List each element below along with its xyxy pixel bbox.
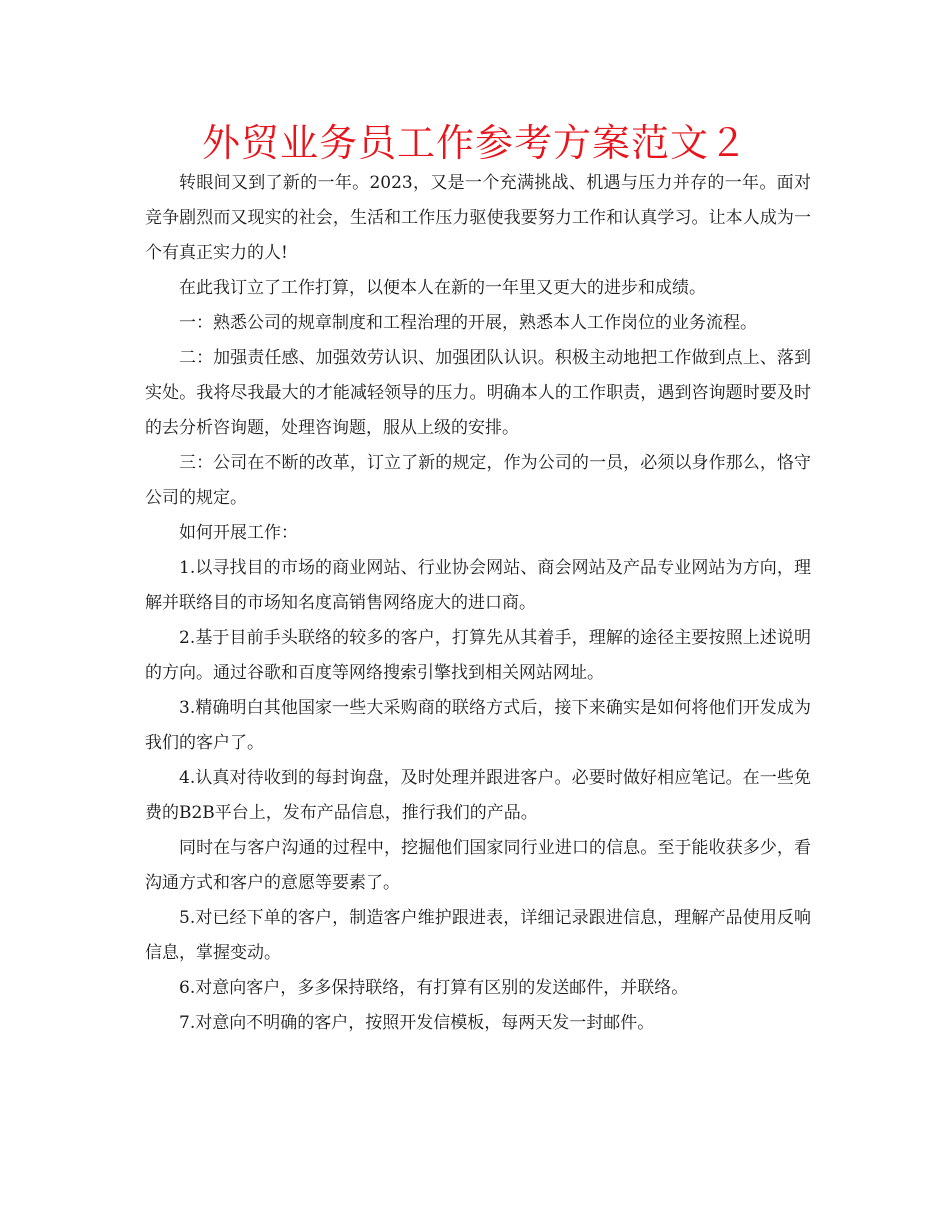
paragraph-intro: 转眼间又到了新的一年。2023，又是一个充满挑战、机遇与压力并存的一年。面对竞争剧烈而又现实的社会，生活和工作压力驱使我要努力工作和认真学习。让本人成为一个有真正实力的人!: [145, 173, 811, 263]
paragraph-communication: 同时在与客户沟通的过程中，挖掘他们国家同行业进口的信息。至于能收获多少，看沟通方式和客户的意愿等要素了。: [145, 838, 811, 893]
document-title: 外贸业务员工作参考方案范文２: [201, 121, 748, 165]
paragraph-item-5: 5.对已经下单的客户，制造客户维护跟进表，详细记录跟进信息，理解产品使用反响信息，掌握变动。: [145, 908, 811, 963]
paragraph-point-three: 三：公司在不断的改革，订立了新的规定，作为公司的一员，必须以身作那么，恪守公司的规定。: [145, 453, 811, 508]
paragraph-point-one: 一：熟悉公司的规章制度和工程治理的开展，熟悉本人工作岗位的业务流程。: [179, 313, 757, 333]
paragraph-how-to: 如何开展工作：: [179, 523, 298, 543]
document-body: [145, 166, 811, 1041]
paragraph-point-two: 二：加强责任感、加强效劳认识、加强团队认识。积极主动地把工作做到点上、落到实处。我将尽我最大的才能减轻领导的压力。明确本人的工作职责，遇到咨询题时要及时的去分析咨询题，处理咨询题，服从上级的安排。: [145, 348, 811, 438]
paragraph-plan: 在此我订立了工作打算，以便本人在新的一年里又更大的进步和成绩。: [179, 278, 706, 298]
paragraph-item-7: 7.对意向不明确的客户，按照开发信模板，每两天发一封邮件。: [179, 1013, 655, 1033]
paragraph-item-1: 1.以寻找目的市场的商业网站、行业协会网站、商会网站及产品专业网站为方向，理解并联络目的市场知名度高销售网络庞大的进口商。: [145, 558, 811, 613]
paragraph-item-2: 2.基于目前手头联络的较多的客户，打算先从其着手，理解的途径主要按照上述说明的方向。通过谷歌和百度等网络搜索引擎找到相关网站网址。: [145, 628, 811, 683]
paragraph-item-6: 6.对意向客户，多多保持联络，有打算有区别的发送邮件，并联络。: [179, 978, 689, 998]
paragraph-item-4: 4.认真对待收到的每封询盘，及时处理并跟进客户。必要时做好相应笔记。在一些免费的B2B平台上，发布产品信息，推行我们的产品。: [145, 768, 811, 823]
paragraph-item-3: 3.精确明白其他国家一些大采购商的联络方式后，接下来确实是如何将他们开发成为我们的客户了。: [145, 698, 811, 753]
